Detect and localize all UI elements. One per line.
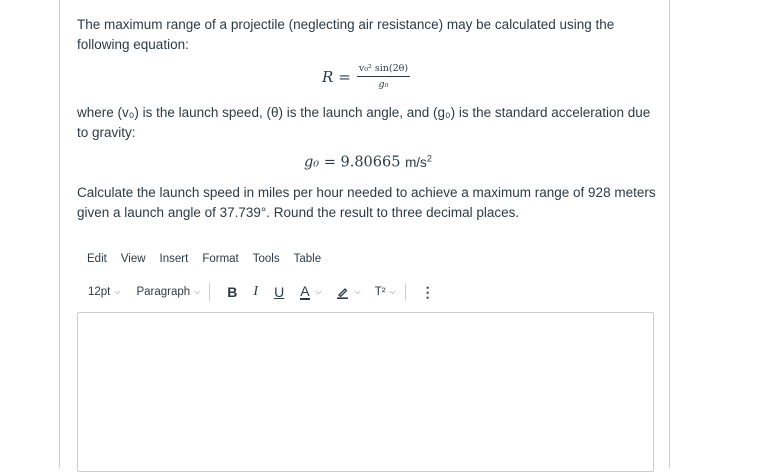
italic-button[interactable]: I bbox=[253, 284, 259, 299]
gravity-lhs: g₀ bbox=[304, 154, 320, 171]
font-size-value: 12pt bbox=[88, 286, 111, 298]
question-card bbox=[59, 0, 670, 468]
menu-tools[interactable]: Tools bbox=[252, 253, 280, 265]
range-fraction bbox=[357, 63, 410, 90]
question-where-text: where (v₀) is the launch speed, (θ) is the launch angle, and (g₀) is the standard acceleration due to gravity: bbox=[77, 105, 651, 140]
editor-toolbar bbox=[88, 283, 435, 301]
gravity-unit-exponent: 2 bbox=[426, 153, 432, 163]
chevron-down-icon: ⌵ bbox=[389, 287, 396, 296]
chevron-down-icon: ⌵ bbox=[114, 287, 121, 296]
equals-sign: = bbox=[323, 154, 341, 171]
menu-insert[interactable]: Insert bbox=[159, 253, 189, 265]
menu-table[interactable]: Table bbox=[293, 253, 322, 265]
range-numerator: v₀² sin(2θ) bbox=[357, 63, 410, 77]
chevron-down-icon: ⌵ bbox=[315, 287, 322, 296]
toolbar-divider bbox=[209, 283, 210, 301]
chevron-down-icon: ⌵ bbox=[354, 287, 361, 296]
range-equation-lhs: R bbox=[322, 67, 334, 86]
gravity-unit: $m/s^2$ bbox=[405, 153, 432, 170]
editor-menubar bbox=[87, 253, 335, 265]
block-format-value: Paragraph bbox=[136, 286, 191, 298]
menu-view[interactable]: View bbox=[120, 253, 146, 265]
superscript-button[interactable] bbox=[375, 286, 396, 298]
range-equation bbox=[322, 63, 410, 90]
chevron-down-icon: ⌵ bbox=[194, 287, 201, 296]
text-color-icon: A bbox=[300, 282, 310, 299]
menu-edit[interactable]: Edit bbox=[87, 253, 107, 265]
underline-button[interactable]: U bbox=[274, 284, 285, 300]
toolbar-divider bbox=[405, 283, 406, 301]
font-size-select[interactable] bbox=[88, 286, 120, 298]
menu-format[interactable]: Format bbox=[202, 253, 239, 265]
gravity-value: 9.80665 bbox=[340, 154, 401, 171]
equals-sign: = bbox=[338, 67, 351, 86]
text-color-button[interactable] bbox=[292, 282, 322, 300]
question-prompt: Calculate the launch speed in miles per hour needed to achieve a maximum range of 928 meters given a launch angle of 37.739°. Round the result to three decimal places. bbox=[77, 185, 656, 220]
more-vertical-icon[interactable]: ⋮ bbox=[420, 283, 435, 300]
superscript-icon: T² bbox=[374, 286, 386, 298]
pencil-highlight-icon bbox=[336, 286, 349, 299]
block-format-select[interactable] bbox=[136, 286, 200, 298]
question-intro: The maximum range of a projectile (neglecting air resistance) may be calculated using the following equation: bbox=[77, 17, 615, 52]
rich-text-editor-area[interactable] bbox=[77, 312, 654, 472]
range-denominator: g₀ bbox=[378, 79, 389, 90]
bold-button[interactable]: B bbox=[227, 284, 238, 300]
highlight-color-button[interactable] bbox=[336, 286, 361, 299]
gravity-equation bbox=[304, 153, 432, 171]
